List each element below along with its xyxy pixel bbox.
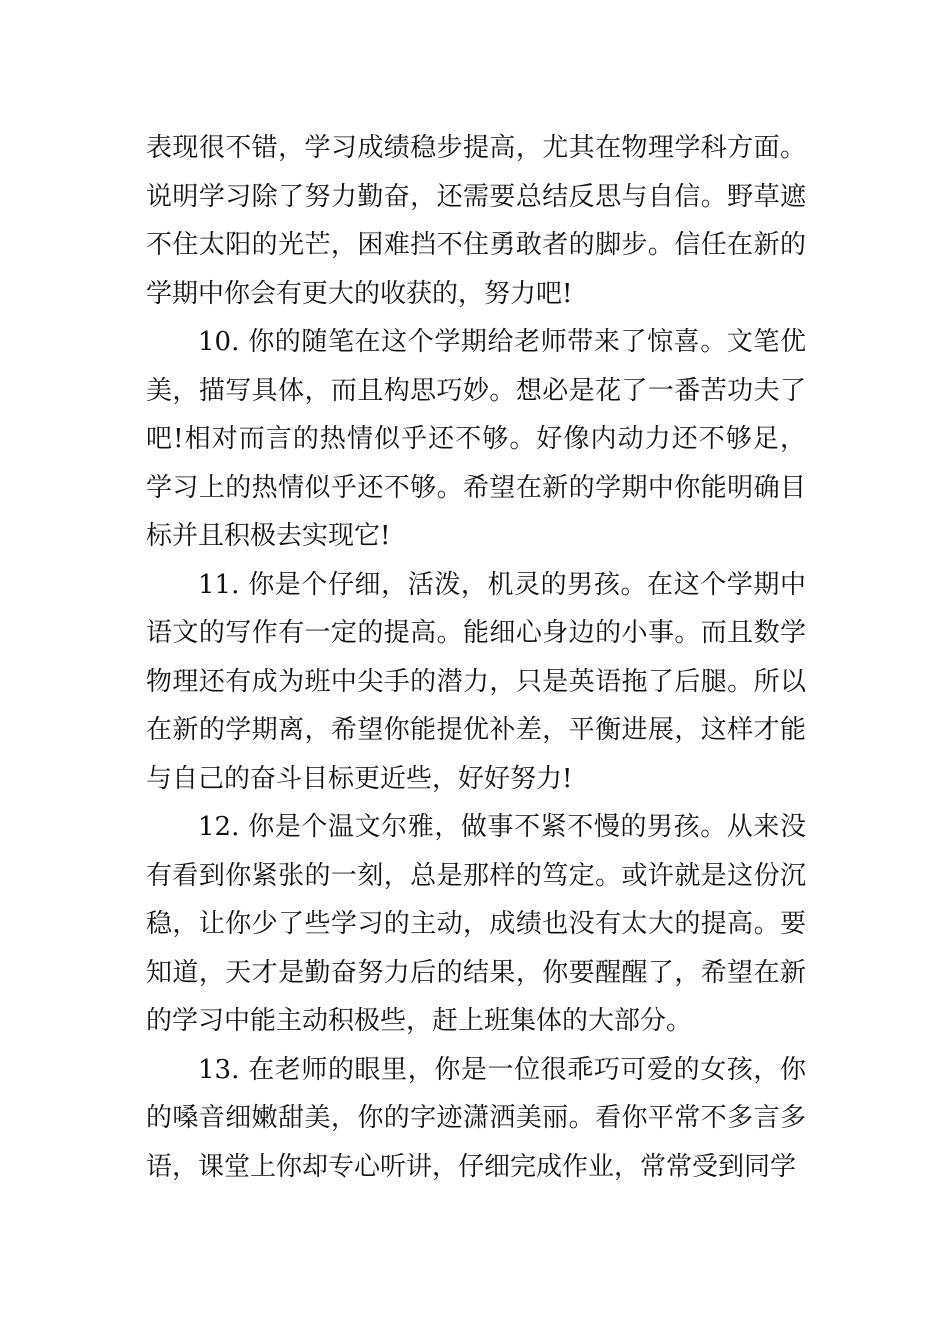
paragraph-comment-10: 10. 你的随笔在这个学期给老师带来了惊喜。文笔优美，描写具体，而且构思巧妙。想必是花了一番苦功夫了吧!相对而言的热情似乎还不够。好像内动力还不够足，学习上的热情似乎还不够。希望在新的学期中你能明确目标并且积极去实现它! xyxy=(146,327,806,551)
paragraph-continued: 表现很不错，学习成绩稳步提高，尤其在物理学科方面。说明学习除了努力勤奋，还需要总结反思与自信。野草遮不住太阳的光芒，困难挡不住勇敢者的脚步。信任在新的学期中你会有更大的收获的，努力吧! xyxy=(146,133,806,309)
paragraph-comment-12: 12. 你是个温文尔雅，做事不紧不慢的男孩。从来没有看到你紧张的一刻，总是那样的笃定。或许就是这份沉稳，让你少了些学习的主动，成绩也没有太大的提高。要知道，天才是勤奋努力后的结果，你要醒醒了，希望在新的学习中能主动积极些，赶上班集体的大部分。 xyxy=(146,812,806,1036)
paragraph-comment-11: 11. 你是个仔细，活泼，机灵的男孩。在这个学期中语文的写作有一定的提高。能细心身边的小事。而且数学物理还有成为班中尖手的潜力，只是英语拖了后腿。所以在新的学期离，希望你能提优补差，平衡进展，这样才能与自己的奋斗目标更近些，好好努力! xyxy=(146,569,806,794)
paragraph-comment-13: 13. 在老师的眼里，你是一位很乖巧可爱的女孩，你的嗓音细嫩甜美，你的字迹潇洒美丽。看你平常不多言多语，课堂上你却专心听讲，仔细完成作业，常常受到同学 xyxy=(146,1054,806,1182)
document-body xyxy=(146,124,806,1191)
